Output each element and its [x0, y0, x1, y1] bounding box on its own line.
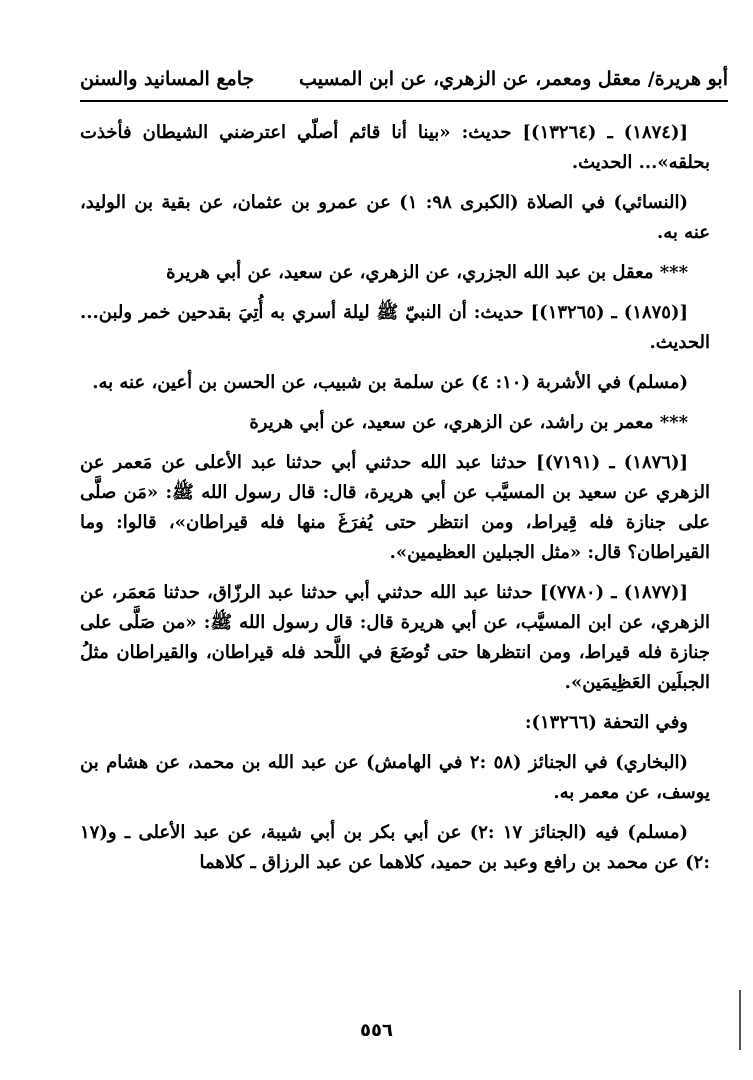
chain-heading-mamar: *** معمر بن راشد، عن الزهري، عن سعيد، عن أبي هريرة: [249, 412, 688, 433]
takhrij-nasai: (النسائي) في الصلاة (الكبرى ٩٨: ١) عن عمرو بن عثمان، عن بقية بن الوليد، عنه به.: [80, 192, 710, 243]
scan-edge-mark: [739, 990, 741, 1050]
book-title: جامع المسانيد والسنن: [80, 68, 255, 90]
page-content: [80, 118, 710, 888]
tuhfa-reference: وفي التحفة (١٣٢٦٦):: [524, 712, 688, 733]
chain-heading-maqil: *** معقل بن عبد الله الجزري، عن الزهري، عن سعيد، عن أبي هريرة: [166, 262, 688, 283]
page-header: [80, 62, 728, 102]
takhrij-muslim-janaiz: (مسلم) فيه (الجنائز ١٧ :٢) عن أبي بكر بن أبي شيبة، عن عبد الأعلى ـ و(١٧ :٢) عن محمد بن رافع وعبد بن حميد، كلاهما عن عبد الرزاق ـ كلاهما: [80, 822, 710, 873]
running-title: أبو هريرة/ معقل ومعمر، عن الزهري، عن ابن المسيب: [298, 68, 728, 90]
page-number: ٥٥٦: [360, 1020, 393, 1041]
hadith-1875: [(١٨٧٥) ـ (١٣٢٦٥)] حديث: أن النبيّ ﷺ ليلة أسري به أُتِيَ بقدحين خمر ولبن... الحديث.: [80, 302, 710, 353]
takhrij-muslim-ashriba: (مسلم) في الأشربة (١٠: ٤) عن سلمة بن شبيب، عن الحسن بن أعين، عنه به.: [92, 372, 688, 393]
hadith-1876: [(١٨٧٦) ـ (٧١٩١)] حدثنا عبد الله حدثني أبي حدثنا عبد الأعلى عن مَعمر عن الزهري عن سعيد بن المسيَّب عن أبي هريرة، قال: قال رسول الله ﷺ: «مَن صلَّى على جنازة فله قِيراط، ومن انتظر حتى يُفرَغَ منها فله قيراطان»، قالوا: وما القيراطان؟ قال: «مثل الجبلين العظيمين».: [80, 452, 710, 563]
hadith-1877: [(١٨٧٧) ـ (٧٧٨٠)] حدثنا عبد الله حدثني أبي حدثنا عبد الرزّاق، حدثنا مَعمَر، عن الزهري، عن ابن المسيَّب، عن أبي هريرة قال: قال رسول الله ﷺ: «من صَلَّى على جنازة فله قيراط، ومن انتظرها حتى تُوضَعَ في اللَّحد فله قيراطان، والقيراطان مثلُ الجبلَين العَظِيمَين».: [80, 582, 710, 693]
takhrij-bukhari: (البخاري) في الجنائز (٥٨ :٢ في الهامش) عن عبد الله بن محمد، عن هشام بن يوسف، عن معمر به.: [80, 752, 710, 803]
hadith-1874: [(١٨٧٤) ـ (١٣٢٦٤)] حديث: «بينا أنا قائم أصلّي اعترضني الشيطان فأخذت بحلقه»... الحديث.: [80, 122, 710, 173]
